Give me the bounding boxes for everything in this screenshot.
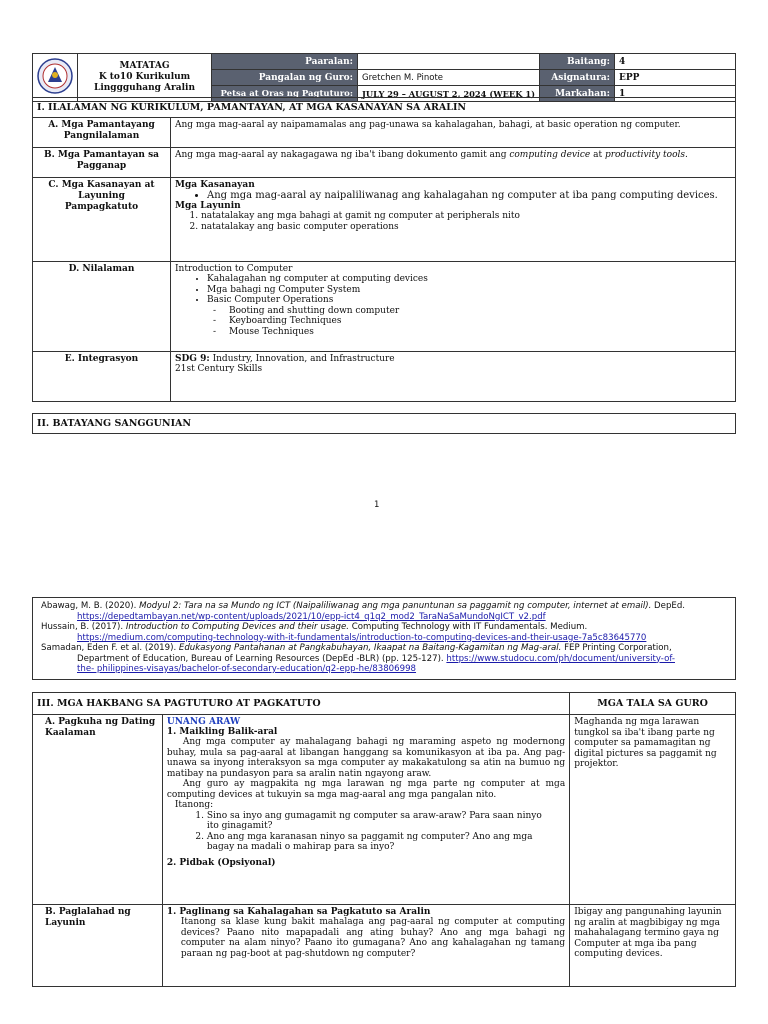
title-kurikulum: K to10 Kurikulum <box>98 72 191 82</box>
petsa-label: Petsa at Oras ng Pagtuturo: <box>212 86 358 102</box>
nilalaman-sub-2: - Keyboarding Techniques <box>229 316 731 327</box>
reference-1 <box>41 601 729 612</box>
sdg-line <box>175 354 731 364</box>
row-3b-label: B. Paglalahad ng Layunin <box>33 905 163 987</box>
ref-3-publisher-2: Department of Education, Bureau of Learning Resources (DepEd -BLR) (pp. 125-127). <box>77 653 447 664</box>
paglinang-paragraph: Itanong sa klase kung bakit mahalaga ang pag-aaral ng computer at computing devices? Paano nito mapapadali ang ating buhay? Ano ang mga bahagi ng computer na alam ninyo? Paano ito gumagana? Ano ang kahalagahan ng tamang paraan ng pag-boot at pag-shutdown ng computer? <box>180 917 566 959</box>
row-b-text-mid: at <box>590 150 605 160</box>
ref-1-publisher: DepEd. <box>651 601 686 611</box>
sdg-text: Industry, Innovation, and Infrastructure <box>209 354 395 364</box>
row-b-label: B. Mga Pamantayan sa Pagganap <box>33 148 171 178</box>
sdg-label: SDG 9: <box>175 354 210 364</box>
section-2-table <box>32 413 736 434</box>
row-b-text-tools: productivity tools. <box>604 150 688 160</box>
title-matatag: MATATAG <box>119 61 170 71</box>
reference-3 <box>41 643 729 654</box>
row-e-content <box>171 352 736 402</box>
row-d-content <box>171 262 736 352</box>
kasanayan-list <box>175 190 731 201</box>
guro-value: Gretchen M. Pinote <box>358 70 540 86</box>
question-1: 1. Sino sa inyo ang gumagamit ng computer sa araw-araw? Para saan ninyo ito ginagamit? <box>207 811 545 832</box>
ref-2-author: Hussain, B. (2017). <box>41 622 126 632</box>
nilalaman-item-2: • Mga bahagi ng Computer System <box>207 285 731 296</box>
references-table <box>32 597 736 680</box>
row-3b-content <box>162 905 569 987</box>
section-3-title: III. MGA HAKBANG SA PAGTUTURO AT PAGKATUTO <box>33 693 570 715</box>
ref-2-title: Introduction to Computing Devices and their usage. <box>125 622 349 632</box>
asignatura-label: Asignatura: <box>540 70 615 86</box>
reference-3-line-2 <box>41 654 729 665</box>
paaralan-value <box>358 54 540 70</box>
ref-3-link-part-2[interactable]: the- philippines-visayas/bachelor-of-secondary-education/q2-epp-he/83806998 <box>77 664 417 674</box>
ref-3-title: Edukasyong Pantahanan at Pangkabuhayan, Ikaapat na Baitang-Kagamitan ng Mag-aral. <box>178 643 562 653</box>
nilalaman-sub-1: - Booting and shutting down computer <box>229 306 731 317</box>
page-number: 1 <box>374 500 380 510</box>
ref-3-link-part-1[interactable]: https://www.studocu.com/ph/document/university-of- <box>446 653 675 664</box>
ref-2-link[interactable]: https://medium.com/computing-technology-with-it-fundamentals/introduction-to-computing-devices-and-their-usage-7a5c83645770 <box>77 632 647 643</box>
note-3b: Ibigay ang pangunahing layunin ng aralin at magbibigay ng mga mahahalagang termino gaya ng Computer at mga iba pang computing devices. <box>570 905 736 987</box>
kasanayan-item: • Ang mga mag-aaral ay naipaliliwanag ang kahalagahan ng computer at iba pang computing devices. <box>207 190 731 201</box>
day-title: UNANG ARAW <box>166 717 241 727</box>
asignatura-value: EPP <box>615 70 736 86</box>
notes-title: MGA TALA SA GURO <box>570 693 736 715</box>
row-e-label: E. Integrasyon <box>33 352 171 402</box>
question-2: 2. Ano ang mga karanasan ninyo sa paggamit ng computer? Ano ang mga bagay na madali o mahirap para sa inyo? <box>207 832 545 853</box>
markahan-value: 1 <box>615 86 736 102</box>
section-1-title: I. ILALAMAN NG KURIKULUM, PAMANTAYAN, AT MGA KASANAYAN SA ARALIN <box>33 98 736 118</box>
question-list <box>167 811 565 853</box>
balik-aral-paragraph-2: Ang guro ay magpakita ng mga larawan ng mga parte ng computer at mga computing devices at tukuyin sa mga mag-aaral ang mga pangalan nito. <box>166 779 566 800</box>
ref-1-link[interactable]: https://depedtambayan.net/wp-content/uploads/2021/10/epp-ict4_q1q2_mod2_TaraNaSaMundoNgICT_v2.pdf <box>77 611 546 622</box>
guro-label: Pangalan ng Guro: <box>212 70 358 86</box>
row-b-text-device: computing device <box>509 150 591 160</box>
reference-2 <box>41 622 729 633</box>
row-c-content <box>171 178 736 262</box>
row-a-label: A. Mga Pamantayang Pangnilalaman <box>33 118 171 148</box>
row-3a-label: A. Pagkuha ng Dating Kaalaman <box>33 715 163 905</box>
row-c-label: C. Mga Kasanayan at Layuning Pampagkatuto <box>33 178 171 262</box>
nilalaman-item-3: • Basic Computer Operations <box>207 295 731 306</box>
nilalaman-item-1: • Kahalagahan ng computer at computing devices <box>207 274 731 285</box>
nilalaman-sub-3: - Mouse Techniques <box>229 327 731 338</box>
baitang-value: 4 <box>615 54 736 70</box>
layunin-item-1: 1. natatalakay ang mga bahagi at gamit ng computer at peripherals nito <box>201 211 731 222</box>
nilalaman-list <box>175 274 731 306</box>
title-aralin: Linggguhang Aralin <box>94 83 195 93</box>
reference-2-link-line <box>41 633 729 644</box>
section-3-table <box>32 692 736 987</box>
ref-1-author: Abawag, M. B. (2020). <box>41 601 140 611</box>
section-2-title: II. BATAYANG SANGGUNIAN <box>33 414 736 434</box>
itanong-label: Itanong: <box>174 800 214 810</box>
deped-logo-cell <box>33 54 78 102</box>
header-title <box>78 54 212 102</box>
reference-3-line-3 <box>41 664 729 675</box>
balik-aral-paragraph-1: Ang mga computer ay mahalagang bahagi ng maraming aspeto ng modernong buhay, mula sa pag-aaral at libangan hanggang sa komunikasyon at iba pa. Ang pag-unawa sa inyong interaksyon sa mga computer ay makakatulong sa atin na bumuo ng matibay na pundasyon para sa aralin natin ngayong araw. <box>166 737 566 779</box>
ref-1-title: Modyul 2: Tara na sa Mundo ng ICT (Naipaliliwanag ang mga panuntunan sa paggamit ng computer, internet at email). <box>139 601 652 611</box>
ref-3-author: Samadan, Eden F. et al. (2019). <box>41 643 179 653</box>
reference-1-link-line <box>41 612 729 623</box>
step-balik-aral: 1. Maikling Balik-aral <box>166 727 278 737</box>
row-a-text: Ang mga mag-aaral ay naipamamalas ang pag-unawa sa kahalagahan, bahagi, at basic operation ng computer. <box>171 118 736 148</box>
layunin-list <box>175 211 731 232</box>
layunin-item-2: 2. natatalakay ang basic computer operations <box>201 222 731 233</box>
paaralan-label: Paaralan: <box>212 54 358 70</box>
step-paglinang: 1. Paglinang sa Kahalagahan sa Pagkatuto sa Aralin <box>166 907 431 917</box>
references-cell <box>33 598 736 680</box>
ref-2-publisher: Computing Technology with IT Fundamentals. Medium. <box>349 622 588 632</box>
ref-3-publisher: FEP Printing Corporation, <box>561 643 672 653</box>
baitang-label: Baitang: <box>540 54 615 70</box>
nilalaman-title: Introduction to Computer <box>175 264 293 274</box>
step-pidbak: 2. Pidbak (Opsiyonal) <box>166 857 276 868</box>
deped-seal-icon <box>37 58 73 94</box>
row-3a-content <box>162 715 569 905</box>
kasanayan-title: Mga Kasanayan <box>175 180 255 190</box>
row-d-label: D. Nilalaman <box>33 262 171 352</box>
markahan-label: Markahan: <box>540 86 615 102</box>
row-b-text <box>171 148 736 178</box>
skills-text: 21st Century Skills <box>175 364 263 374</box>
petsa-value: JULY 29 – AUGUST 2, 2024 (WEEK 1) <box>358 86 540 102</box>
layunin-title: Mga Layunin <box>175 201 241 211</box>
row-b-text-pre: Ang mga mag-aaral ay nakagagawa ng iba't ibang dokumento gamit ang <box>175 150 510 160</box>
nilalaman-sublist <box>175 306 731 338</box>
header-table <box>32 53 736 102</box>
section-1-table <box>32 97 736 402</box>
note-3a: Maghanda ng mga larawan tungkol sa iba't ibang parte ng computer sa pamamagitan ng digital pictures sa paggamit ng projektor. <box>570 715 736 905</box>
